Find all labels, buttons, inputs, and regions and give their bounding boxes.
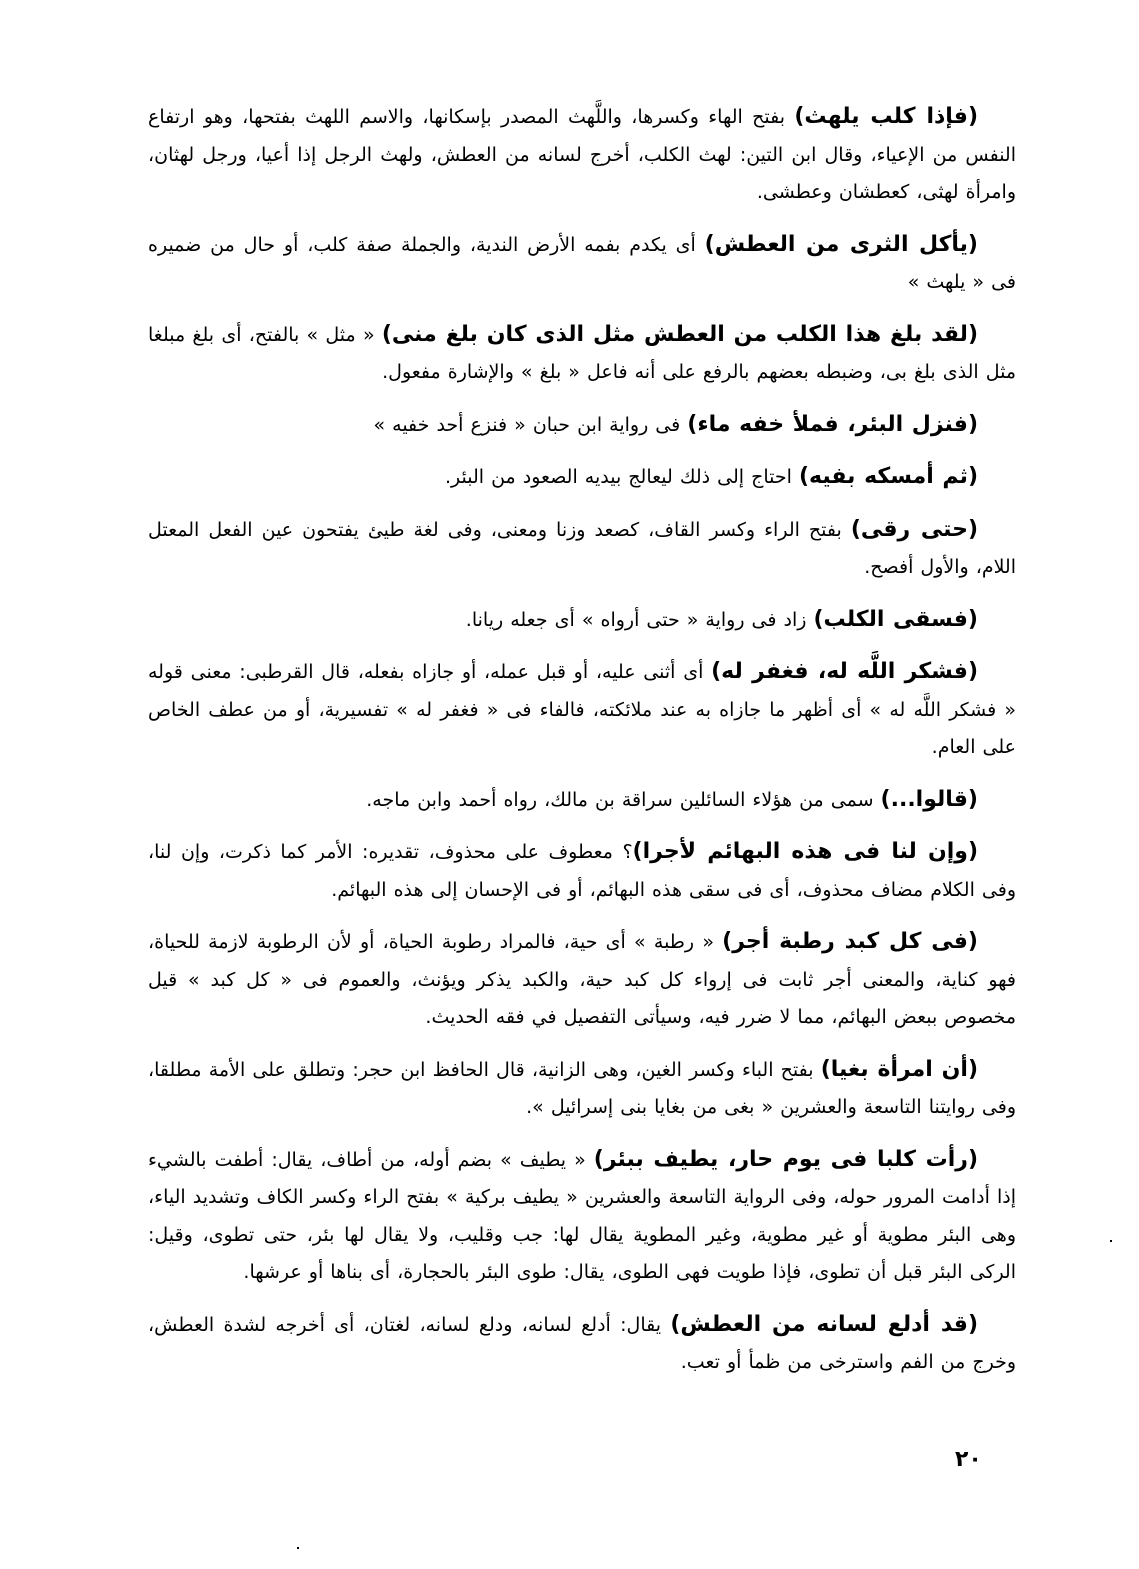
paragraph [148,511,1016,587]
paragraph [148,601,1016,640]
paragraph [148,98,1016,212]
paragraph [148,781,1016,820]
paragraph-text: « رطبة » أى حية، فالمراد رطوبة الحياة، أو لأن الرطوبة لازمة للحياة، فهو كناية، والمعنى أجر ثابت فى إرواء كل كبد حية، والكبد يذكر ويؤنث، والعموم فى « كل كبد » قيل مخصوص ببعض البهائم، مما لا ضرر فيه، وسيأتى التفصيل في فقه الحديث. [148,931,1016,1028]
paragraph [148,1141,1016,1292]
paragraph-text: أى يكدم بفمه الأرض الندية، والجملة صفة كلب، أو حال من ضميره فى « يلهث » [148,233,1016,293]
paragraph-heading: (وإن لنا فى هذه البهائم لأجرا) [632,839,979,864]
paragraph [148,1306,1016,1382]
paragraph-text: « مثل » بالفتح، أى بلغ مبلغا مثل الذى بلغ بى، وضبطه بعضهم بالرفع على أنه فاعل « بلغ » والإشارة مفعول. [148,323,1016,383]
paragraph-heading: (فشكر اللَّه له، فغفر له) [711,659,978,684]
page-body [148,98,1016,1396]
paragraph-heading: (حتى رقى) [850,516,978,542]
paragraph-heading: (لقد بلغ هذا الكلب من العطش مثل الذى كان بلغ منى) [381,321,978,347]
paragraph-heading: (فنزل البئر، فملأ خفه ماء) [687,411,978,437]
paragraph [148,226,1016,302]
paragraph-text: بفتح الراء وكسر القاف، كصعد وزنا ومعنى، وفى لغة طيئ يفتحون عين الفعل المعتل اللام، والأول أفصح. [148,518,1016,578]
paragraph [148,406,1016,445]
paragraph-text: يقال: أدلع لسانه، ودلع لسانه، لغتان، أى أخرجه لشدة العطش، وخرج من الفم واسترخى من ظمأ أو تعب. [148,1313,1016,1373]
paragraph-heading: (أن امرأة بغيا) [820,1056,978,1082]
paragraph [148,1051,1016,1127]
paragraph-text: « يطيف » بضم أوله، من أطاف، يقال: أطفت بالشيء إذا أدامت المرور حوله، وفى الرواية التاسعة والعشرين « يطيف بركية » بفتح الراء وكسر الكاف وتشديد الياء، وهى البئر مطوية أو غير مطوية، وغير المطوية يقال لها: جب وقليب، ولا يقال لها بئر، حتى تطوى، وقيل: الركى البئر قبل أن تطوى، فإذا طويت فهى الطوى، يقال: طوى البئر بالحجارة، أى بناها أو عرشها. [148,1148,1016,1283]
paragraph-text: أى أثنى عليه، أو قبل عمله، أو جازاه بفعله، قال القرطبى: معنى قوله « فشكر اللَّه له » أى أظهر ما جازاه به عند ملائكته، فالفاء فى « فغفر له » تفسيرية، أو من عطف الخاص على العام. [148,661,1016,758]
paragraph [148,316,1016,392]
paragraph [148,923,1016,1037]
page-number: ٢٠ [955,1447,982,1472]
paragraph-heading: (فسقى الكلب) [813,606,978,632]
paragraph-heading: (رأت كلبا فى يوم حار، يطيف ببئر) [593,1146,979,1172]
paragraph-text: ؟ معطوف على محذوف، تقديره: الأمر كما ذكرت، وإن لنا، وفى الكلام مضاف محذوف، أى فى سقى هذه البهائم، أو فى الإحسان إلى هذه البهائم. [148,841,1016,901]
paragraph-heading: (ثم أمسكه بفيه) [798,464,978,489]
paragraph-text: فى رواية ابن حبان « فنزع أحد خفيه » [373,413,688,436]
paragraph-heading: (قد أدلع لسانه من العطش) [670,1311,978,1337]
scan-speck [1110,1240,1112,1242]
paragraph-heading: (قالوا...) [880,786,978,812]
paragraph-text: احتاج إلى ذلك ليعالج بيديه الصعود من البئر. [444,466,799,488]
paragraph-heading: (فإذا كلب يلهث) [794,104,979,129]
paragraph [148,458,1016,497]
paragraph-heading: (فى كل كبد رطبة أجر) [722,929,978,954]
paragraph-text: سمى من هؤلاء السائلين سراقة بن مالك، رواه أحمد وابن ماجه. [366,788,881,811]
scan-speck [297,1547,299,1549]
paragraph-text: زاد فى رواية « حتى أرواه » أى جعله ريانا. [465,608,814,631]
paragraph [148,653,1016,767]
paragraph-heading: (يأكل الثرى من العطش) [704,231,978,257]
paragraph-text: بفتح الهاء وكسرها، واللَّهث المصدر بإسكانها، والاسم اللهث بفتحها، وهو ارتفاع النفس من الإعياء، وقال ابن التين: لهث الكلب، أخرج لسانه من العطش، ولهث الرجل إذا أعيا، ورجل لهثان، وامرأة لهثى، كعطشان وعطشى. [148,106,1016,203]
paragraph-text: بفتح الباء وكسر الغين، وهى الزانية، قال الحافظ ابن حجر: وتطلق على الأمة مطلقا، وفى روايتنا التاسعة والعشرين « بغى من بغايا بنى إسرائيل ». [148,1058,1016,1118]
paragraph [148,833,1016,909]
